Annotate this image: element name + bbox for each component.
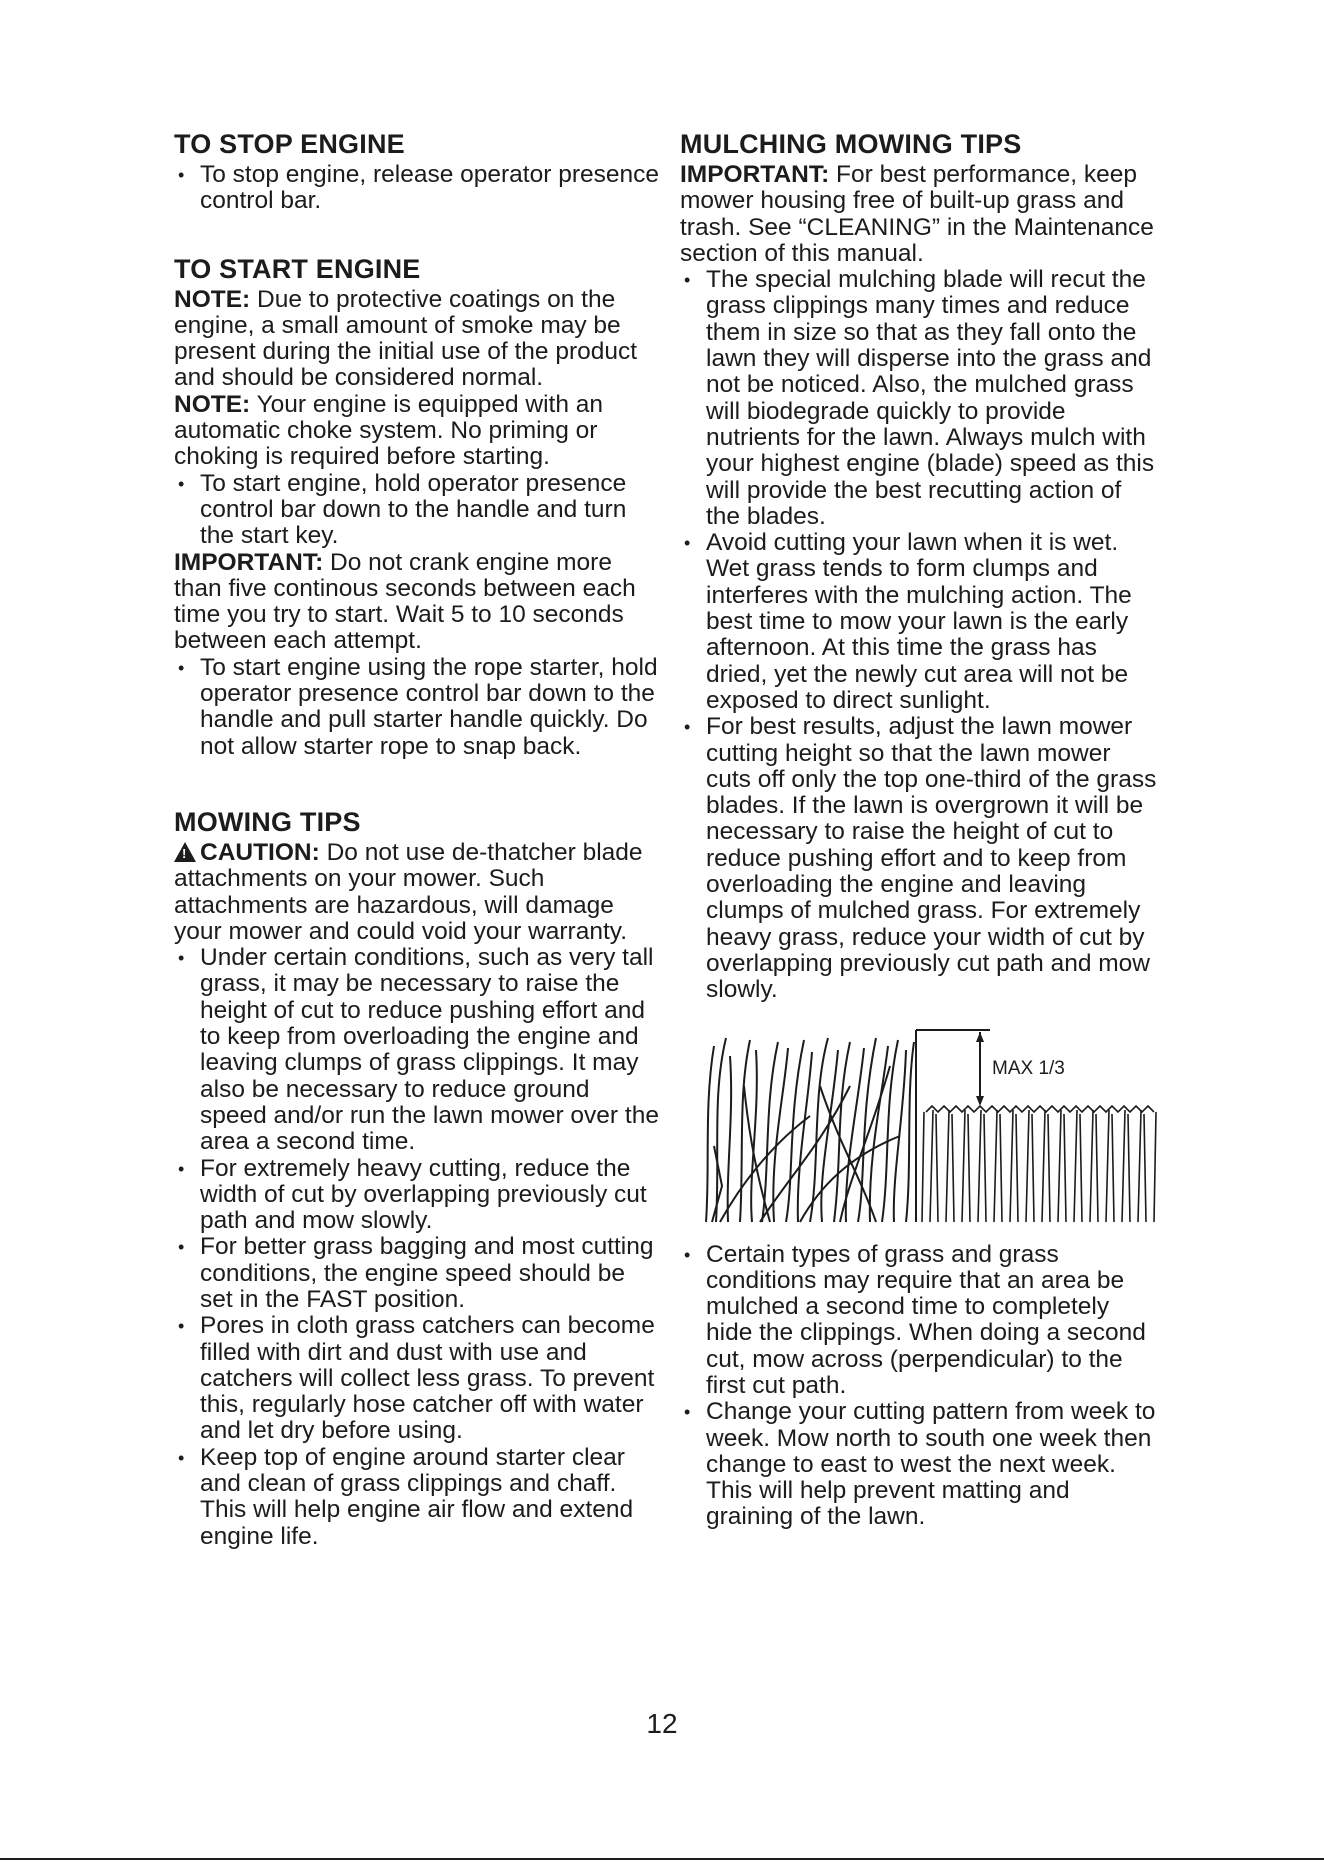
grass-cut-height-illustration [700, 1026, 1170, 1226]
stop-engine-section [174, 128, 659, 215]
note-paragraph [174, 287, 659, 392]
list-item: • For best results, adjust the lawn mower cutting height so that the lawn mower cuts off only the top one-third of the grass blades. If the lawn is overgrown it will be necessary to raise the height of cut to reduce pushing effort and to keep from overloading the engine and leaving clumps of mulched grass. For extremely heavy grass, reduce your width of cut by overlapping previously cut path and mow slowly. [680, 714, 1162, 1003]
grass-illustration-svg [700, 1026, 1170, 1226]
important-paragraph [174, 550, 659, 655]
mowing-tips-list [174, 945, 659, 1550]
list-item: • Under certain conditions, such as very tall grass, it may be necessary to raise the height of cut to reduce pushing effort and to keep from overloading the engine and leaving clumps of grass clippings. It may also be necessary to reduce ground speed and/or run the lawn mower over the area a second time. [174, 945, 659, 1155]
note-label: NOTE: [174, 285, 251, 313]
list-item: • Change your cutting pattern from week to week. Mow north to south one week then change to east to west the next week. This will help prevent matting and graining of the lawn. [680, 1399, 1162, 1530]
tall-grass-blades [706, 1038, 914, 1222]
important-label: IMPORTANT: [680, 161, 830, 188]
important-label: IMPORTANT: [174, 548, 324, 576]
dimension-arrow-bottom [976, 1096, 984, 1106]
mowing-tips-heading: MOWING TIPS [174, 806, 361, 837]
cut-grass-blades [922, 1106, 1156, 1222]
list-item: • To stop engine, release operator presence control bar. [174, 162, 659, 215]
max-third-label: MAX 1/3 [992, 1057, 1065, 1079]
note-text: Due to protective coatings on the engine, a small amount of smoke may be present during the initial use of the product and should be considered normal. [174, 285, 638, 392]
left-column [174, 128, 659, 1550]
stop-engine-list [174, 162, 659, 215]
bottom-rule [0, 1858, 1324, 1860]
caution-paragraph [174, 840, 659, 945]
right-column [680, 128, 1162, 1531]
list-item: • To start engine, hold operator presence control bar down to the handle and turn the start key. [174, 471, 659, 550]
list-item: • For extremely heavy cutting, reduce the width of cut by overlapping previously cut path and mow slowly. [174, 1156, 659, 1235]
list-item: • Keep top of engine around starter clear and clean of grass clippings and chaff. This will help engine air flow and extend engine life. [174, 1445, 659, 1550]
page-number: 12 [646, 1708, 678, 1739]
mulching-list-b [680, 1242, 1162, 1531]
mulching-tips-heading: MULCHING MOWING TIPS [680, 129, 1022, 159]
list-item: • To start engine using the rope starter, hold operator presence control bar down to the handle and pull starter handle quickly. Do not allow starter rope to snap back. [174, 655, 659, 760]
list-item: • Avoid cutting your lawn when it is wet. Wet grass tends to form clumps and interferes with the mulching action. The best time to mow your lawn is the early afternoon. At this time the grass has dried, yet the newly cut area will not be exposed to direct sunlight. [680, 530, 1162, 714]
caution-label: CAUTION: [200, 838, 320, 866]
start-engine-heading: TO START ENGINE [174, 253, 421, 284]
list-item: • The special mulching blade will recut the grass clippings many times and reduce them in size so that as they fall onto the lawn they will disperse into the grass and not be noticed. Also, the mulched grass will biodegrade quickly to provide nutrients for the lawn. Always mulch with your highest engine (blade) speed as this will provide the best recutting action of the blades. [680, 267, 1162, 530]
mulching-list-a [680, 267, 1162, 1003]
note-text: Your engine is equipped with an automatic choke system. No priming or choking is required before starting. [174, 390, 604, 471]
stop-engine-heading: TO STOP ENGINE [174, 129, 405, 159]
start-engine-list-2 [174, 655, 659, 760]
warning-triangle-icon: ! [174, 842, 196, 862]
mulching-tips-section [680, 128, 1162, 1531]
mowing-tips-section [174, 806, 659, 1550]
dimension-arrow-top [976, 1032, 984, 1042]
caution-text: Do not use de-thatcher blade attachments on your mower. Such attachments are hazardous, will damage your mower and could void your warranty. [174, 838, 643, 945]
important-paragraph [680, 162, 1162, 267]
note-paragraph [174, 392, 659, 471]
list-item: • Certain types of grass and grass conditions may require that an area be mulched a second time to completely hide the clippings. When doing a second cut, mow across (perpendicular) to the first cut path. [680, 1242, 1162, 1400]
note-label: NOTE: [174, 390, 251, 418]
start-engine-section [174, 253, 659, 760]
important-text: For best performance, keep mower housing free of built-up grass and trash. See “CLEANING” in the Maintenance section of this manual. [680, 161, 1154, 267]
list-item: • For better grass bagging and most cutting conditions, the engine speed should be set in the FAST position. [174, 1234, 659, 1313]
important-text: Do not crank engine more than five continous seconds between each time you try to start. Wait 5 to 10 seconds between each attempt. [174, 548, 636, 655]
start-engine-list-1 [174, 471, 659, 550]
list-item: • Pores in cloth grass catchers can become filled with dirt and dust with use and catchers will collect less grass. To prevent this, regularly hose catcher off with water and let dry before using. [174, 1313, 659, 1444]
